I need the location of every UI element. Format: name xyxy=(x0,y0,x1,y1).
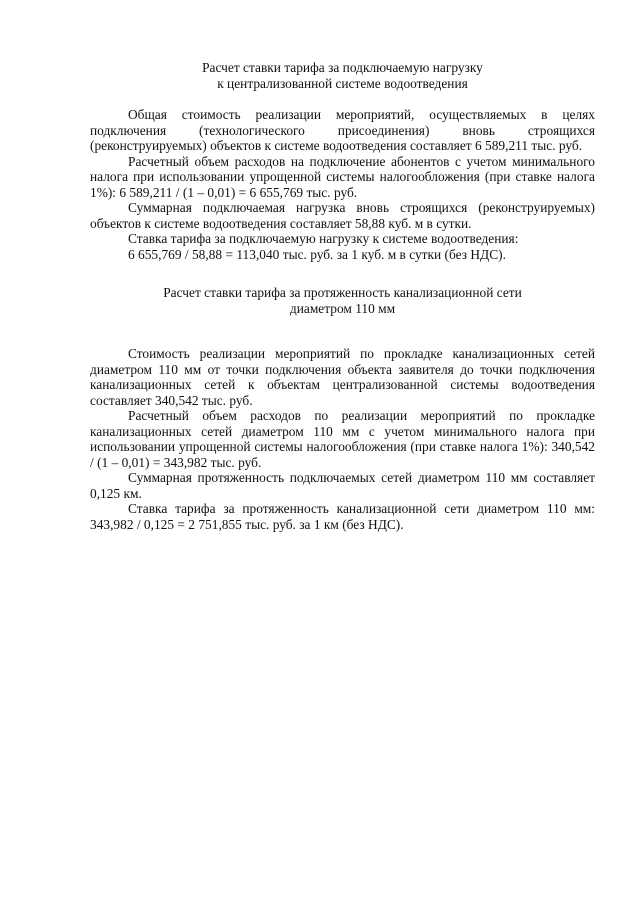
section1-title xyxy=(90,60,595,91)
paragraph-calculated-expenses: Расчетный объем расходов на подключение абонентов с учетом минимального налога при использовании упрощенной системы налогообложения (при ставке налога 1%): 6 589,211 / (1 – 0,01) = 6 655,769 тыс. руб. xyxy=(90,153,595,200)
paragraph-network-length: Суммарная протяженность подключаемых сетей диаметром 110 мм составляет 0,125 км. xyxy=(90,470,595,501)
spacer xyxy=(90,262,595,285)
paragraph-network-cost: Стоимость реализации мероприятий по прокладке канализационных сетей диаметром 110 мм от точки подключения объекта заявителя до точки подключения канализационных сетей к объектам централизованной системы водоотведения составляет 340,542 тыс. руб. xyxy=(90,346,595,408)
spacer xyxy=(90,316,595,346)
paragraph-network-rate: Ставка тарифа за протяженность канализационной сети диаметром 110 мм: 343,982 / 0,125 = 2 751,855 тыс. руб. за 1 км (без НДС). xyxy=(90,501,595,532)
paragraph-total-load: Суммарная подключаемая нагрузка вновь строящихся (реконструируемых) объектов к системе водоотведения составляет 58,88 куб. м в сутки. xyxy=(90,200,595,231)
section2-title-line1: Расчет ставки тарифа за протяженность канализационной сети xyxy=(163,285,522,300)
section2-title-line2: диаметром 110 мм xyxy=(289,300,396,316)
spacer xyxy=(90,91,595,107)
section1-title-line1: Расчет ставки тарифа за подключаемую нагрузку xyxy=(202,60,483,75)
paragraph-network-expenses: Расчетный объем расходов по реализации мероприятий по прокладке канализационных сетей диаметром 110 мм с учетом минимального налога при использовании упрощенной системы налогообложения (при ставке налога 1%): 340,542 / (1 – 0,01) = 343,982 тыс. руб. xyxy=(90,408,595,470)
section1-title-line2: к централизованной системе водоотведения xyxy=(217,75,468,91)
section2-title xyxy=(90,285,595,316)
load-rate-formula: 6 655,769 / 58,88 = 113,040 тыс. руб. за 1 куб. м в сутки (без НДС). xyxy=(128,246,506,262)
paragraph-total-cost: Общая стоимость реализации мероприятий, осуществляемых в целях подключения (технологического присоединения) вновь строящихся (реконструируемых) объектов к системе водоотведения составляет 6 589,211 тыс. руб. xyxy=(90,107,595,153)
paragraph-load-rate-heading: Ставка тарифа за подключаемую нагрузку к системе водоотведения: xyxy=(128,231,519,246)
document-page xyxy=(90,60,595,532)
